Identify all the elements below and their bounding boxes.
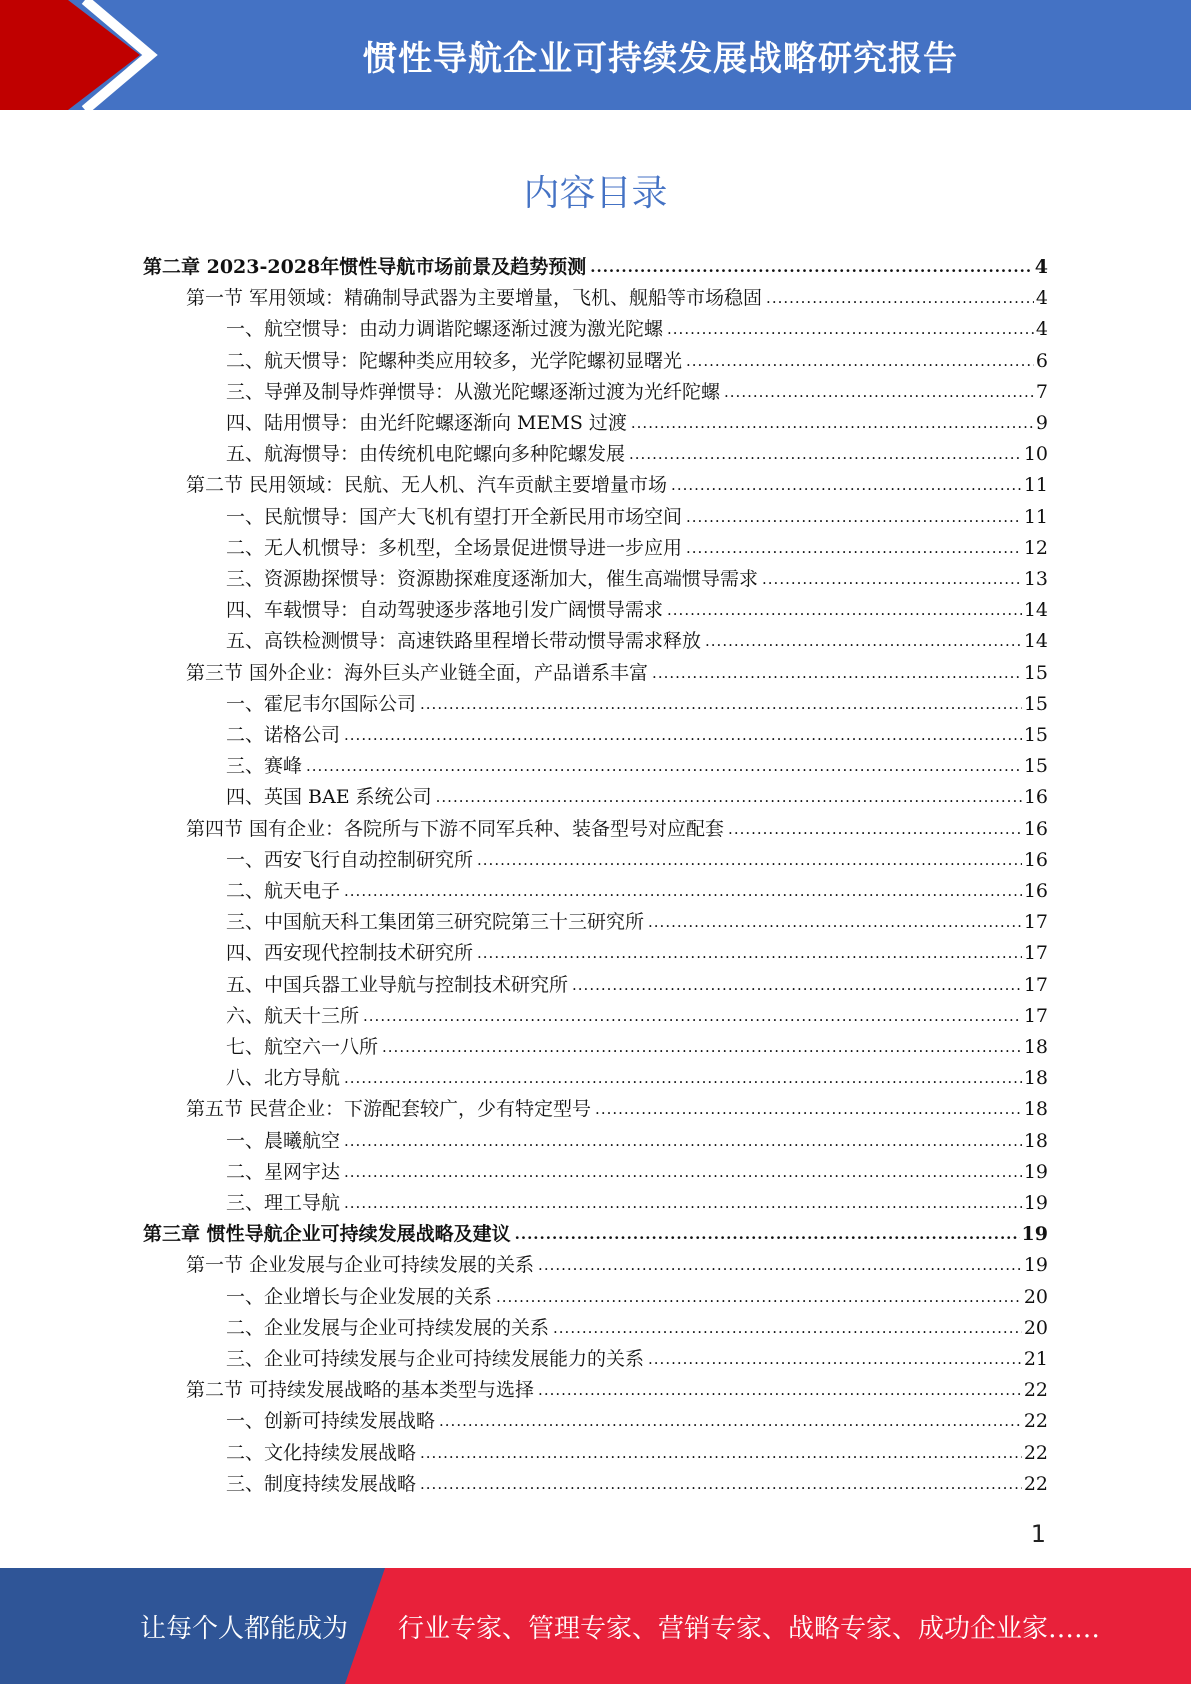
toc-dot-leader (382, 1032, 1022, 1063)
toc-title: 内容目录 (523, 173, 668, 214)
toc-dot-leader (538, 1375, 1022, 1406)
toc-subsection-entry[interactable] (226, 1344, 1048, 1375)
toc-dot-leader (344, 1188, 1022, 1219)
toc-entry-page: 15 (1023, 755, 1048, 778)
footer-slogan-right: 行业专家、管理专家、营销专家、战略专家、成功企业家…… (398, 1613, 1101, 1644)
toc-entry-label: 三、资源勘探惯导：资源勘探难度逐渐加大，催生高端惯导需求 (226, 568, 759, 590)
toc-entry-label: 三、理工导航 (226, 1192, 341, 1214)
toc-entry-page: 6 (1035, 349, 1048, 372)
toc-entry-label: 四、车载惯导：自动驾驶逐步落地引发广阔惯导需求 (226, 599, 664, 622)
toc-entry-label: 六、航天十三所 (226, 1004, 360, 1027)
toc-subsection-entry[interactable] (226, 970, 1048, 1001)
toc-subsection-entry[interactable] (226, 377, 1048, 408)
toc-entry-page: 22 (1023, 1410, 1048, 1433)
toc-section-entry[interactable] (186, 814, 1048, 845)
toc-dot-leader (344, 1063, 1022, 1094)
toc-dot-leader (436, 782, 1022, 813)
toc-entry-page: 11 (1023, 505, 1048, 528)
toc-entry-page: 17 (1023, 911, 1048, 934)
toc-entry-label: 二、企业发展与企业可持续发展的关系 (226, 1316, 550, 1339)
toc-entry-page: 13 (1023, 568, 1048, 590)
page-footer (0, 1568, 1191, 1684)
toc-entry-label: 第二节 民用领域：民航、无人机、汽车贡献主要增量市场 (186, 474, 668, 497)
toc-entry-label: 第二章 2023-2028年惯性导航市场前景及趋势预测 (143, 256, 587, 278)
toc-entry-label: 一、西安飞行自动控制研究所 (226, 848, 474, 871)
toc-section-entry[interactable] (186, 1094, 1048, 1125)
toc-entry-page: 16 (1023, 880, 1048, 902)
toc-subsection-entry[interactable] (226, 1282, 1048, 1313)
toc-entry-page: 19 (1021, 1223, 1048, 1246)
toc-entry-page: 10 (1023, 443, 1048, 466)
toc-entry-page: 21 (1023, 1348, 1048, 1370)
toc-entry-page: 18 (1023, 1067, 1048, 1090)
toc-entry-label: 三、中国航天科工集团第三研究院第三十三研究所 (226, 911, 645, 934)
toc-subsection-entry[interactable] (226, 408, 1048, 439)
report-title: 惯性导航企业可持续发展战略研究报告 (363, 38, 958, 79)
toc-entry-page: 17 (1023, 973, 1048, 996)
toc-entry-label: 二、星网宇达 (226, 1160, 341, 1183)
toc-dot-leader (762, 564, 1022, 595)
toc-entry-label: 第四节 国有企业：各院所与下游不同军兵种、装备型号对应配套 (186, 817, 725, 840)
toc-dot-leader (572, 970, 1022, 1001)
toc-entry-page: 20 (1023, 1285, 1048, 1308)
page-header (0, 0, 1191, 110)
toc-dot-leader (420, 1469, 1022, 1500)
toc-entry-page: 16 (1023, 786, 1048, 809)
toc-dot-leader (652, 658, 1022, 689)
toc-dot-leader (538, 1250, 1022, 1281)
toc-entry-label: 第三节 国外企业：海外巨头产业链全面，产品谱系丰富 (186, 661, 649, 684)
toc-entry-label: 四、西安现代控制技术研究所 (226, 942, 474, 965)
toc-entry-label: 一、创新可持续发展战略 (226, 1410, 436, 1433)
toc-dot-leader (671, 470, 1022, 501)
toc-entry-page: 7 (1035, 380, 1048, 403)
toc-subsection-entry[interactable] (226, 626, 1048, 657)
toc-subsection-entry[interactable] (226, 689, 1048, 720)
toc-subsection-entry[interactable] (226, 782, 1048, 813)
toc-dot-leader (667, 314, 1034, 345)
toc-dot-leader (496, 1282, 1022, 1313)
toc-entry-page: 16 (1023, 848, 1048, 871)
toc-dot-leader (515, 1219, 1020, 1250)
toc-entry-page: 17 (1023, 1004, 1048, 1027)
toc-dot-leader (595, 1094, 1022, 1125)
toc-subsection-entry[interactable] (226, 1406, 1048, 1437)
toc-dot-leader (590, 252, 1033, 283)
toc-entry-label: 一、晨曦航空 (226, 1129, 341, 1152)
toc-entry-label: 五、中国兵器工业导航与控制技术研究所 (226, 973, 569, 996)
toc-chapter-entry[interactable] (143, 1219, 1048, 1250)
toc-dot-leader (686, 346, 1034, 377)
toc-entry-label: 第三章 惯性导航企业可持续发展战略及建议 (143, 1223, 511, 1246)
toc-entry-page: 4 (1034, 256, 1048, 278)
toc-dot-leader (648, 907, 1022, 938)
toc-dot-leader (629, 439, 1022, 470)
toc-subsection-entry[interactable] (226, 1126, 1048, 1157)
toc-entry-label: 第一节 军用领域：精确制导武器为主要增量，飞机、舰船等市场稳固 (186, 287, 763, 310)
toc-subsection-entry[interactable] (226, 938, 1048, 969)
toc-dot-leader (420, 689, 1022, 720)
toc-entry-page: 22 (1023, 1379, 1048, 1402)
toc-entry-label: 八、北方导航 (226, 1067, 341, 1090)
toc-dot-leader (363, 1001, 1022, 1032)
toc-dot-leader (724, 377, 1034, 408)
toc-entry-page: 4 (1035, 287, 1048, 310)
toc-entry-label: 第五节 民营企业：下游配套较广，少有特定型号 (186, 1098, 592, 1121)
toc-entry-label: 五、高铁检测惯导：高速铁路里程增长带动惯导需求释放 (226, 630, 702, 653)
toc-chapter-entry[interactable] (143, 252, 1048, 283)
toc-subsection-entry[interactable] (226, 1313, 1048, 1344)
toc-entry-label: 三、制度持续发展战略 (226, 1472, 417, 1495)
toc-entry-label: 二、文化持续发展战略 (226, 1441, 417, 1464)
toc-entry-label: 三、导弹及制导炸弹惯导：从激光陀螺逐渐过渡为光纤陀螺 (226, 380, 721, 403)
toc-subsection-entry[interactable] (226, 751, 1048, 782)
toc-section-entry[interactable] (186, 283, 1048, 314)
toc-entry-label: 二、诺格公司 (226, 724, 341, 746)
toc-dot-leader (344, 720, 1022, 751)
toc-dot-leader (705, 626, 1022, 657)
toc-dot-leader (344, 876, 1022, 907)
toc-subsection-entry[interactable] (226, 439, 1048, 470)
toc-entry-page: 20 (1023, 1316, 1048, 1339)
footer-slogan-left: 让每个人都能成为 (140, 1613, 349, 1644)
toc-dot-leader (766, 283, 1034, 314)
toc-subsection-entry[interactable] (226, 595, 1048, 626)
toc-dot-leader (686, 502, 1022, 533)
toc-subsection-entry[interactable] (226, 1063, 1048, 1094)
toc-dot-leader (420, 1438, 1022, 1469)
toc-dot-leader (648, 1344, 1022, 1375)
toc-entry-page: 17 (1023, 942, 1048, 965)
toc-entry-label: 二、航天电子 (226, 880, 341, 902)
toc-dot-leader (477, 845, 1022, 876)
toc-entry-page: 22 (1023, 1472, 1048, 1495)
toc-entry-page: 9 (1035, 412, 1048, 434)
toc-entry-label: 七、航空六一八所 (226, 1036, 379, 1058)
toc-subsection-entry[interactable] (226, 1157, 1048, 1188)
toc-subsection-entry[interactable] (226, 346, 1048, 377)
page-number: 1 (1030, 1520, 1046, 1548)
toc-dot-leader (439, 1406, 1022, 1437)
toc-entry-label: 一、航空惯导：由动力调谐陀螺逐渐过渡为激光陀螺 (226, 318, 664, 341)
toc-entry-page: 19 (1023, 1254, 1048, 1277)
toc-entry-page: 15 (1023, 692, 1048, 715)
toc-entry-page: 14 (1023, 630, 1048, 653)
toc-dot-leader (553, 1313, 1022, 1344)
toc-dot-leader (344, 1126, 1022, 1157)
toc-entry-page: 15 (1023, 661, 1048, 684)
toc-entry-label: 二、航天惯导：陀螺种类应用较多，光学陀螺初显曙光 (226, 349, 683, 372)
toc-entry-page: 14 (1023, 599, 1048, 622)
toc-subsection-entry[interactable] (226, 1001, 1048, 1032)
toc-entry-page: 22 (1023, 1441, 1048, 1464)
toc-entry-label: 第二节 可持续发展战略的基本类型与选择 (186, 1379, 535, 1402)
toc-subsection-entry[interactable] (226, 533, 1048, 564)
toc-section-entry[interactable] (186, 470, 1048, 501)
toc-entry-label: 五、航海惯导：由传统机电陀螺向多种陀螺发展 (226, 443, 626, 466)
toc-subsection-entry[interactable] (226, 502, 1048, 533)
toc-entry-page: 18 (1023, 1098, 1048, 1121)
toc-entry-page: 16 (1023, 817, 1048, 840)
toc-subsection-entry[interactable] (226, 720, 1048, 751)
toc-entry-label: 第一节 企业发展与企业可持续发展的关系 (186, 1254, 535, 1277)
toc-entry-page: 12 (1023, 536, 1048, 559)
toc-subsection-entry[interactable] (226, 907, 1048, 938)
toc-entry-label: 四、英国 BAE 系统公司 (226, 786, 432, 809)
toc-dot-leader (686, 533, 1022, 564)
toc-section-entry[interactable] (186, 1375, 1048, 1406)
toc-entry-page: 4 (1035, 318, 1048, 341)
toc-entry-page: 19 (1023, 1160, 1048, 1183)
toc-subsection-entry[interactable] (226, 876, 1048, 907)
toc-subsection-entry[interactable] (226, 314, 1048, 345)
toc-entry-label: 一、霍尼韦尔国际公司 (226, 692, 417, 715)
toc-subsection-entry[interactable] (226, 845, 1048, 876)
toc-section-entry[interactable] (186, 658, 1048, 689)
toc-entry-label: 一、企业增长与企业发展的关系 (226, 1285, 493, 1308)
toc-entry-label: 三、赛峰 (226, 755, 303, 778)
toc-entry-page: 15 (1023, 724, 1048, 746)
toc-entry-page: 19 (1023, 1192, 1048, 1214)
toc-subsection-entry[interactable] (226, 564, 1048, 595)
toc-dot-leader (667, 595, 1022, 626)
toc-entry-page: 18 (1023, 1036, 1048, 1058)
toc-subsection-entry[interactable] (226, 1469, 1048, 1500)
toc-entry-label: 一、民航惯导：国产大飞机有望打开全新民用市场空间 (226, 505, 683, 528)
toc-dot-leader (306, 751, 1022, 782)
toc-dot-leader (344, 1157, 1022, 1188)
toc-subsection-entry[interactable] (226, 1188, 1048, 1219)
toc-dot-leader (728, 814, 1022, 845)
toc-entry-page: 11 (1023, 474, 1048, 497)
toc-subsection-entry[interactable] (226, 1438, 1048, 1469)
toc-entry-label: 二、无人机惯导：多机型，全场景促进惯导进一步应用 (226, 536, 683, 559)
toc-entry-label: 三、企业可持续发展与企业可持续发展能力的关系 (226, 1348, 645, 1370)
toc-dot-leader (477, 938, 1022, 969)
toc-section-entry[interactable] (186, 1250, 1048, 1281)
toc-subsection-entry[interactable] (226, 1032, 1048, 1063)
toc-entry-label: 四、陆用惯导：由光纤陀螺逐渐向 MEMS 过渡 (226, 412, 627, 434)
toc-dot-leader (631, 408, 1034, 439)
toc-entry-page: 18 (1023, 1129, 1048, 1152)
